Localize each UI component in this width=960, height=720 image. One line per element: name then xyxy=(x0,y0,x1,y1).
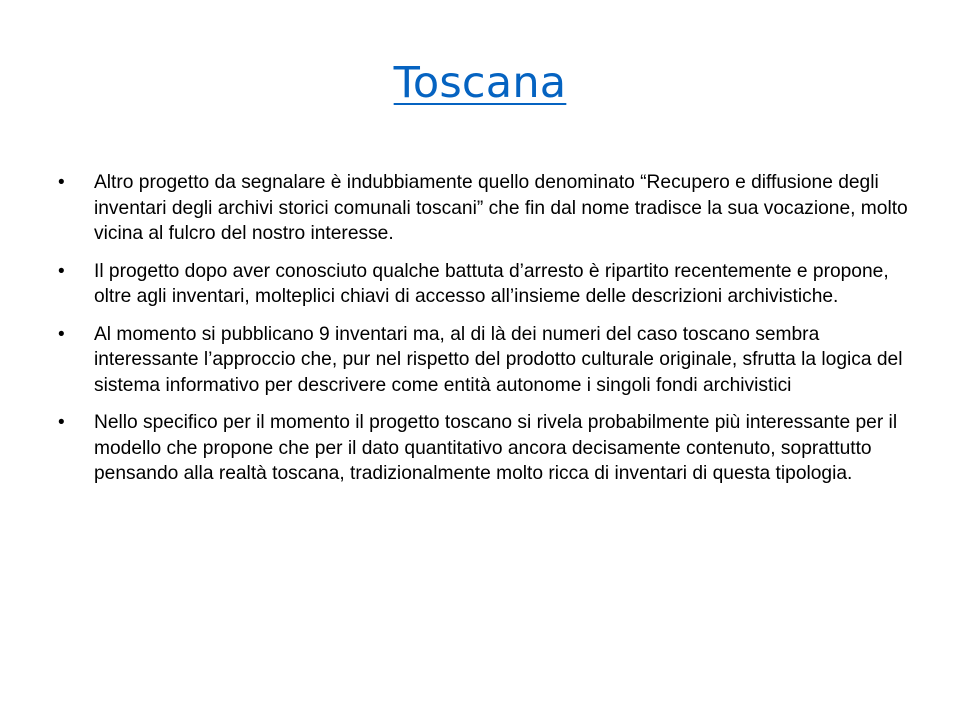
bullet-list xyxy=(58,170,908,499)
bullet-text: Al momento si pubblicano 9 inventari ma, al di là dei numeri del caso toscano sembra interessante l’approccio che, pur nel rispetto del prodotto culturale originale, sfrutta la logica del sistema informativo per descrivere come entità autonome i singoli fondi archivistici xyxy=(94,323,903,396)
bullet-item xyxy=(58,410,908,487)
slide-title-link[interactable]: Toscana xyxy=(393,58,567,108)
bullet-icon: • xyxy=(58,260,65,282)
bullet-icon: • xyxy=(58,412,65,433)
bullet-icon: • xyxy=(58,172,65,193)
title-container xyxy=(0,58,960,108)
bullet-text: Il progetto dopo aver conosciuto qualche battuta d’arresto è ripartito recentemente e propone, oltre agli inventari, molteplici chiavi di accesso all’insieme delle descrizioni archivistiche. xyxy=(94,260,889,307)
bullet-icon: • xyxy=(58,323,65,345)
bullet-item xyxy=(58,322,908,399)
bullet-text: Nello specifico per il momento il progetto toscano si rivela probabilmente più interessante per il modello che propone che per il dato quantitativo ancora decisamente contenuto, soprattutto pensando alla realtà toscana, tradizionalmente molto ricca di inventari di questa tipologia. xyxy=(94,412,898,484)
bullet-item xyxy=(58,170,908,247)
bullet-item xyxy=(58,259,908,310)
bullet-text: Altro progetto da segnalare è indubbiamente quello denominato “Recupero e diffusione degli inventari degli archivi storici comunali toscani” che fin dal nome tradisce la sua vocazione, molto vicina al fulcro del nostro interesse. xyxy=(94,172,908,244)
